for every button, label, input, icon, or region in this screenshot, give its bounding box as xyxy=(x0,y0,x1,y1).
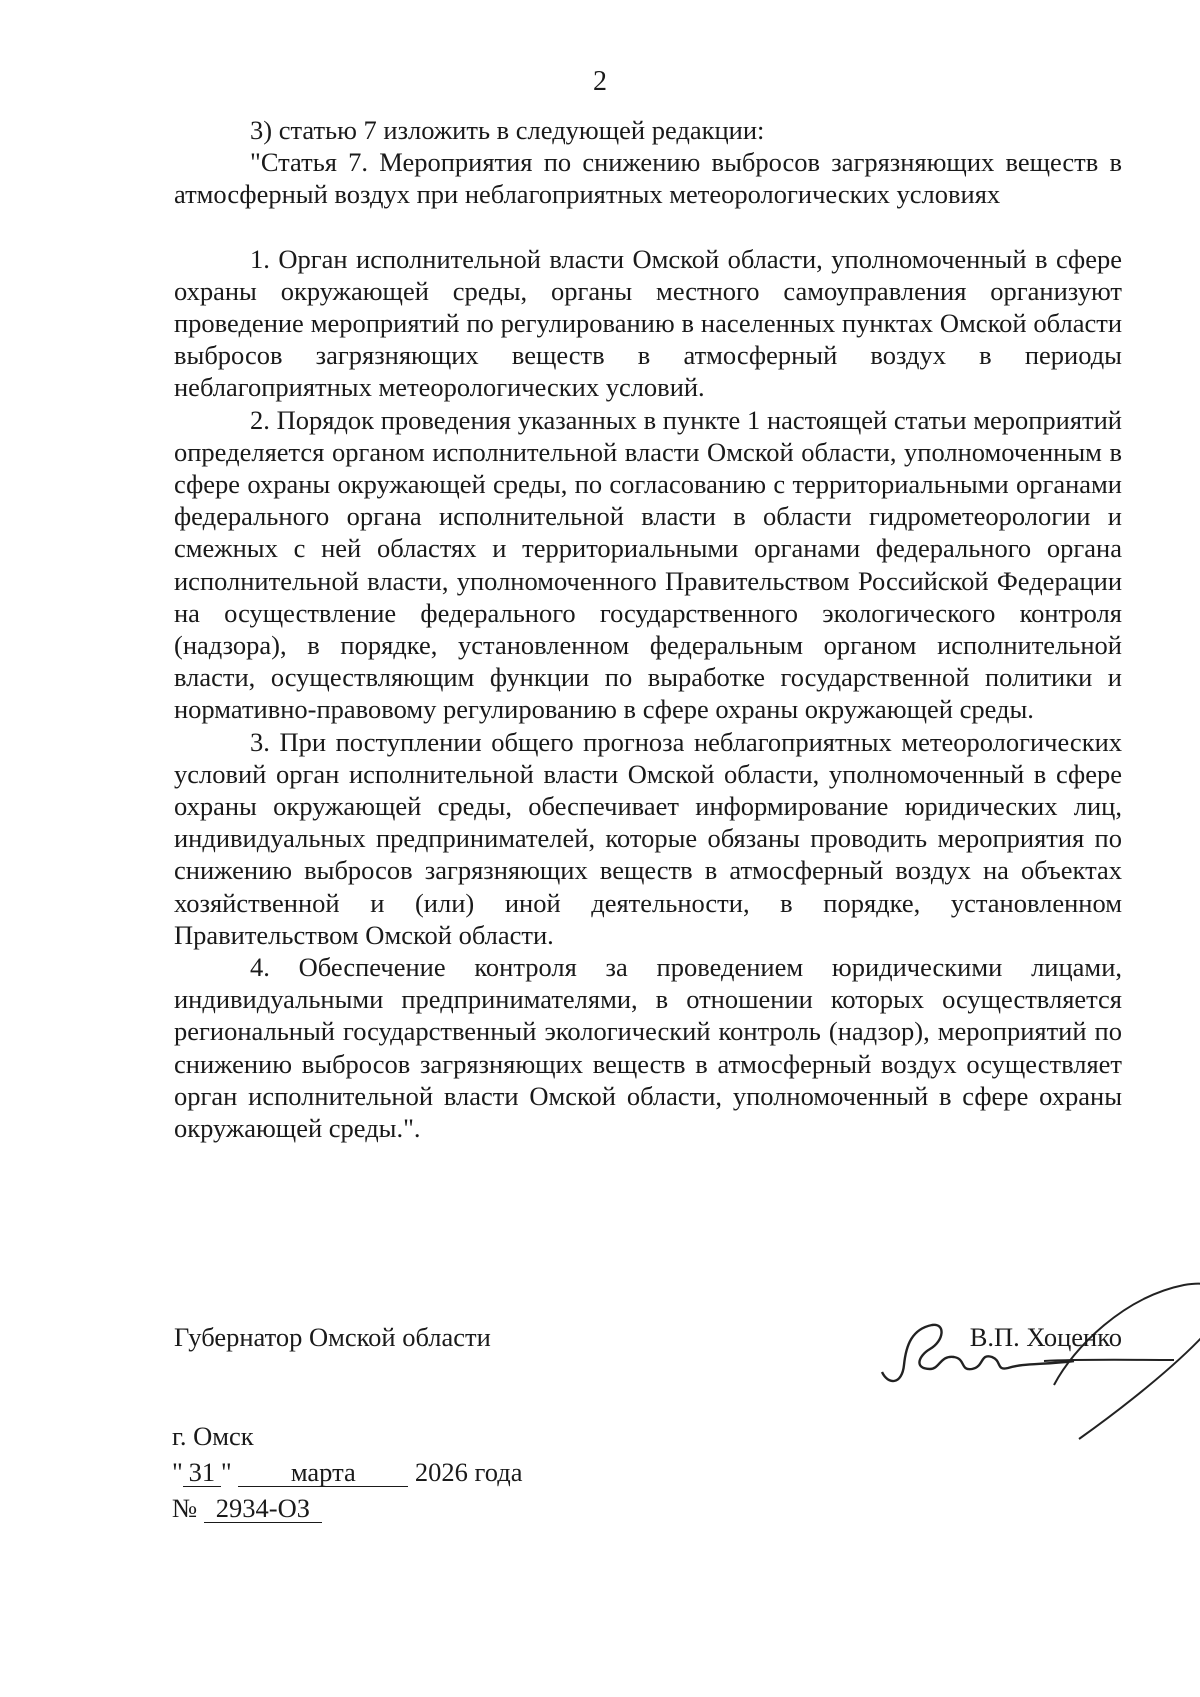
document-body xyxy=(174,114,1122,1144)
intro-line: 3) статью 7 изложить в следующей редакции: xyxy=(250,115,765,145)
date-quote-close: " xyxy=(220,1457,232,1487)
date-line xyxy=(172,1454,522,1490)
date-year: 2026 года xyxy=(414,1457,523,1487)
place: г. Омск xyxy=(172,1421,254,1451)
signature-block xyxy=(174,1322,1122,1382)
number-value: 2934-ОЗ xyxy=(204,1494,322,1523)
paragraph-3: 3. При поступлении общего прогноза неблагоприятных метеорологических условий орган исполнительной власти Омской области, уполномоченный в сфере охраны окружающей среды, обеспечивает информирование юридических лиц, индивидуальных предпринимателей, которые обязаны проводить мероприятия по снижению выбросов загрязняющих веществ в атмосферный воздух на объектах хозяйственной и (или) иной деятельности, в порядке, установленном Правительством Омской области. xyxy=(174,726,1122,950)
page-number: 2 xyxy=(593,66,607,97)
signatory-name: В.П. Хоценко xyxy=(969,1322,1122,1352)
paragraph-4: 4. Обеспечение контроля за проведением юридическими лицами, индивидуальными предпринимателями, в отношении которых осуществляется региональный государственный экологический контроль (надзор), мероприятий по снижению выбросов загрязняющих веществ в атмосферный воздух осуществляет орган исполнительной власти Омской области, уполномоченный в сфере охраны окружающей среды.". xyxy=(174,952,1122,1144)
spacer xyxy=(174,211,1122,243)
date-day: 31 xyxy=(183,1458,221,1487)
place-date-number xyxy=(172,1418,522,1526)
number-symbol: № xyxy=(172,1493,198,1523)
date-quote-open: " xyxy=(172,1457,183,1487)
paragraph-2: 2. Порядок проведения указанных в пункте 1 настоящей статьи мероприятий определяется органом исполнительной власти Омской области, уполномоченным в сфере охраны окружающей среды, по согласованию с территориальными органами федерального органа исполнительной власти в области гидрометеорологии и смежных с ней областях и территориальными органами федерального органа исполнительной власти, уполномоченного Правительством Российской Федерации на осуществление федерального государственного экологического контроля (надзора), в порядке, установленном федеральным органом исполнительной власти, осуществляющим функции по выработке государственной политики и нормативно-правовому регулированию в сфере охраны окружающей среды. xyxy=(174,404,1122,725)
number-line xyxy=(172,1490,522,1526)
paragraph-1: 1. Орган исполнительной власти Омской области, уполномоченный в сфере охраны окружающей среды, органы местного самоуправления организуют проведение мероприятий по регулированию в населенных пунктах Омской области выбросов загрязняющих веществ в атмосферный воздух в периоды неблагоприятных метеорологических условий. xyxy=(174,243,1122,403)
date-month: марта xyxy=(238,1458,408,1487)
article-title: "Статья 7. Мероприятия по снижению выбросов загрязняющих веществ в атмосферный воздух при неблагоприятных метеорологических условиях xyxy=(174,147,1122,210)
signatory-title: Губернатор Омской области xyxy=(174,1322,491,1352)
